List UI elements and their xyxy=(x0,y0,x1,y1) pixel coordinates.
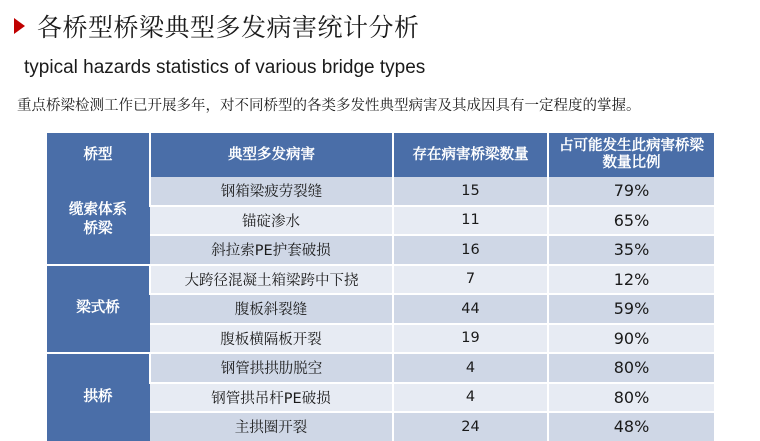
count-cell: 15 xyxy=(393,177,548,206)
ratio-cell: 90% xyxy=(548,324,714,354)
hazard-cell: 钢管拱拱肋脱空 xyxy=(150,353,393,383)
count-cell: 4 xyxy=(393,383,548,413)
table-header-row xyxy=(47,133,714,177)
hazard-cell: 钢箱梁疲劳裂缝 xyxy=(150,177,393,206)
hazard-cell: 斜拉索PE护套破损 xyxy=(150,235,393,265)
count-cell: 11 xyxy=(393,206,548,236)
count-cell: 19 xyxy=(393,324,548,354)
count-cell: 4 xyxy=(393,353,548,383)
header-hazard: 典型多发病害 xyxy=(150,133,393,177)
count-cell: 16 xyxy=(393,235,548,265)
group-cable-bridge: 缆索体系桥梁 xyxy=(47,177,150,265)
ratio-cell: 35% xyxy=(548,235,714,265)
page-title: 各桥型桥梁典型多发病害统计分析 xyxy=(37,13,420,42)
table-row xyxy=(47,177,714,206)
ratio-cell: 80% xyxy=(548,353,714,383)
hazard-cell: 锚碇渗水 xyxy=(150,206,393,236)
ratio-cell: 59% xyxy=(548,294,714,324)
ratio-cell: 12% xyxy=(548,265,714,295)
ratio-cell: 65% xyxy=(548,206,714,236)
page-subtitle: typical hazards statistics of various bridge types xyxy=(24,57,426,78)
count-cell: 44 xyxy=(393,294,548,324)
arrow-bullet-icon xyxy=(14,18,25,34)
hazard-cell: 主拱圈开裂 xyxy=(150,412,393,441)
ratio-cell: 48% xyxy=(548,412,714,441)
hazard-cell: 大跨径混凝土箱梁跨中下挠 xyxy=(150,265,393,295)
table-row xyxy=(47,353,714,383)
count-cell: 7 xyxy=(393,265,548,295)
ratio-cell: 79% xyxy=(548,177,714,206)
hazard-cell: 腹板横隔板开裂 xyxy=(150,324,393,354)
description-text: 重点桥梁检测工作已开展多年，对不同桥型的各类多发性典型病害及其成因具有一定程度的掌握。 xyxy=(17,98,641,114)
header-count: 存在病害桥梁数量 xyxy=(393,133,548,177)
group-arch-bridge: 拱桥 xyxy=(47,353,150,441)
title-row xyxy=(14,8,420,44)
hazard-cell: 钢管拱吊杆PE破损 xyxy=(150,383,393,413)
ratio-cell: 80% xyxy=(548,383,714,413)
group-beam-bridge: 梁式桥 xyxy=(47,265,150,354)
header-bridge-type: 桥型 xyxy=(47,133,150,177)
hazard-statistics-table xyxy=(47,133,714,441)
hazard-cell: 腹板斜裂缝 xyxy=(150,294,393,324)
table-row xyxy=(47,265,714,295)
header-ratio: 占可能发生此病害桥梁数量比例 xyxy=(548,133,714,177)
count-cell: 24 xyxy=(393,412,548,441)
